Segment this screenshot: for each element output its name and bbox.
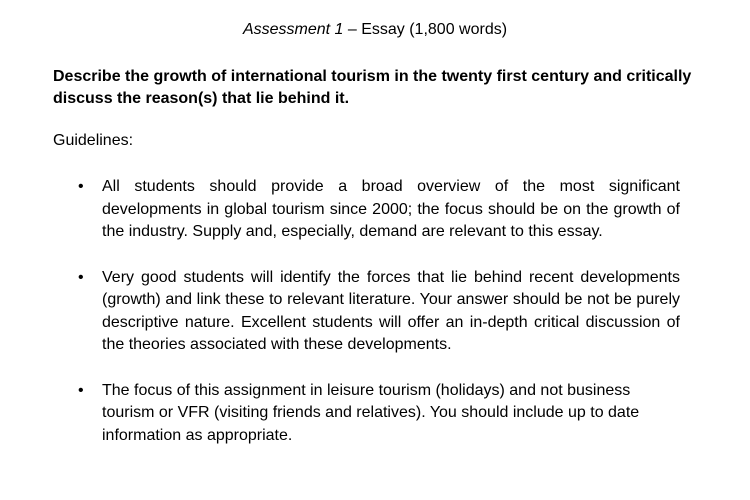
bullet-icon: • xyxy=(78,268,84,286)
guideline-text: Very good students will identify the forces that lie behind recent developments (growth) and link these to relevant literature. Your answer should be not be purely descriptive nature. Excellent students will offer an in-depth critical discussion of the theories associated with these developments. xyxy=(102,268,680,353)
guideline-item xyxy=(0,176,750,244)
guidelines-heading: Guidelines: xyxy=(53,132,134,149)
assessment-type: – Essay (1,800 words) xyxy=(343,21,508,38)
assessment-title xyxy=(0,20,750,40)
guideline-item xyxy=(0,267,750,357)
guideline-text: All students should provide a broad overview of the most significant developments in global tourism since 2000; the focus should be on the growth of the industry. Supply and, especially, demand are relevant to this essay. xyxy=(102,178,680,240)
bullet-icon: • xyxy=(78,178,84,195)
guideline-text: The focus of this assignment in leisure tourism (holidays) and not business tourism or VFR (visiting friends and relatives). You should include up to date information as appropriate. xyxy=(102,381,640,444)
guidelines-list xyxy=(0,176,750,470)
assessment-number: Assessment 1 xyxy=(242,21,344,38)
essay-question: Describe the growth of international tourism in the twenty first century and critically discuss the reason(s) that lie behind it. xyxy=(53,68,692,107)
guideline-item xyxy=(0,380,750,448)
bullet-icon: • xyxy=(78,381,84,399)
